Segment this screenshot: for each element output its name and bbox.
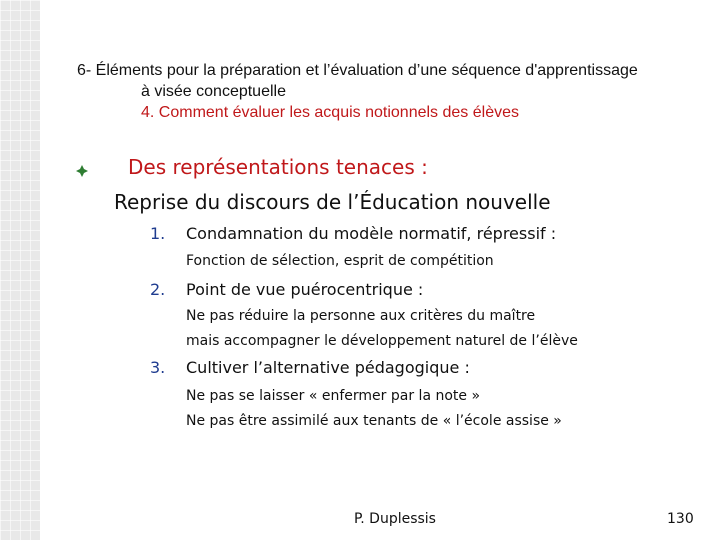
list-item-label: Condamnation du modèle normatif, répressif : (186, 224, 557, 243)
list-item-label: Point de vue puérocentrique : (186, 280, 424, 299)
list-item-detail: mais accompagner le développement naturel de l’élève (186, 333, 578, 349)
slide-subtitle: Reprise du discours de l’Éducation nouvelle (114, 190, 551, 214)
diamond-bullet-icon (76, 165, 88, 177)
list-item-detail: Fonction de sélection, esprit de compétition (186, 253, 494, 269)
left-decorative-bar (0, 0, 40, 540)
section-heading-continued: à visée conceptuelle (141, 83, 286, 100)
item-number: 2. (150, 280, 166, 299)
item-number: 3. (150, 358, 166, 377)
list-item-label: Cultiver l’alternative pédagogique : (186, 358, 470, 377)
subsection-heading: 4. Comment évaluer les acquis notionnels des élèves (141, 104, 519, 121)
slide-title: Des représentations tenaces : (128, 155, 428, 179)
page-number: 130 (667, 511, 694, 527)
list-item-detail: Ne pas réduire la personne aux critères du maître (186, 308, 536, 324)
list-item-detail: Ne pas être assimilé aux tenants de « l’école assise » (186, 413, 562, 429)
list-item-detail: Ne pas se laisser « enfermer par la note » (186, 388, 481, 404)
footer-author: P. Duplessis (354, 511, 436, 527)
item-number: 1. (150, 224, 166, 243)
section-heading: 6- Éléments pour la préparation et l’évaluation d’une séquence d'apprentissage (77, 62, 638, 79)
